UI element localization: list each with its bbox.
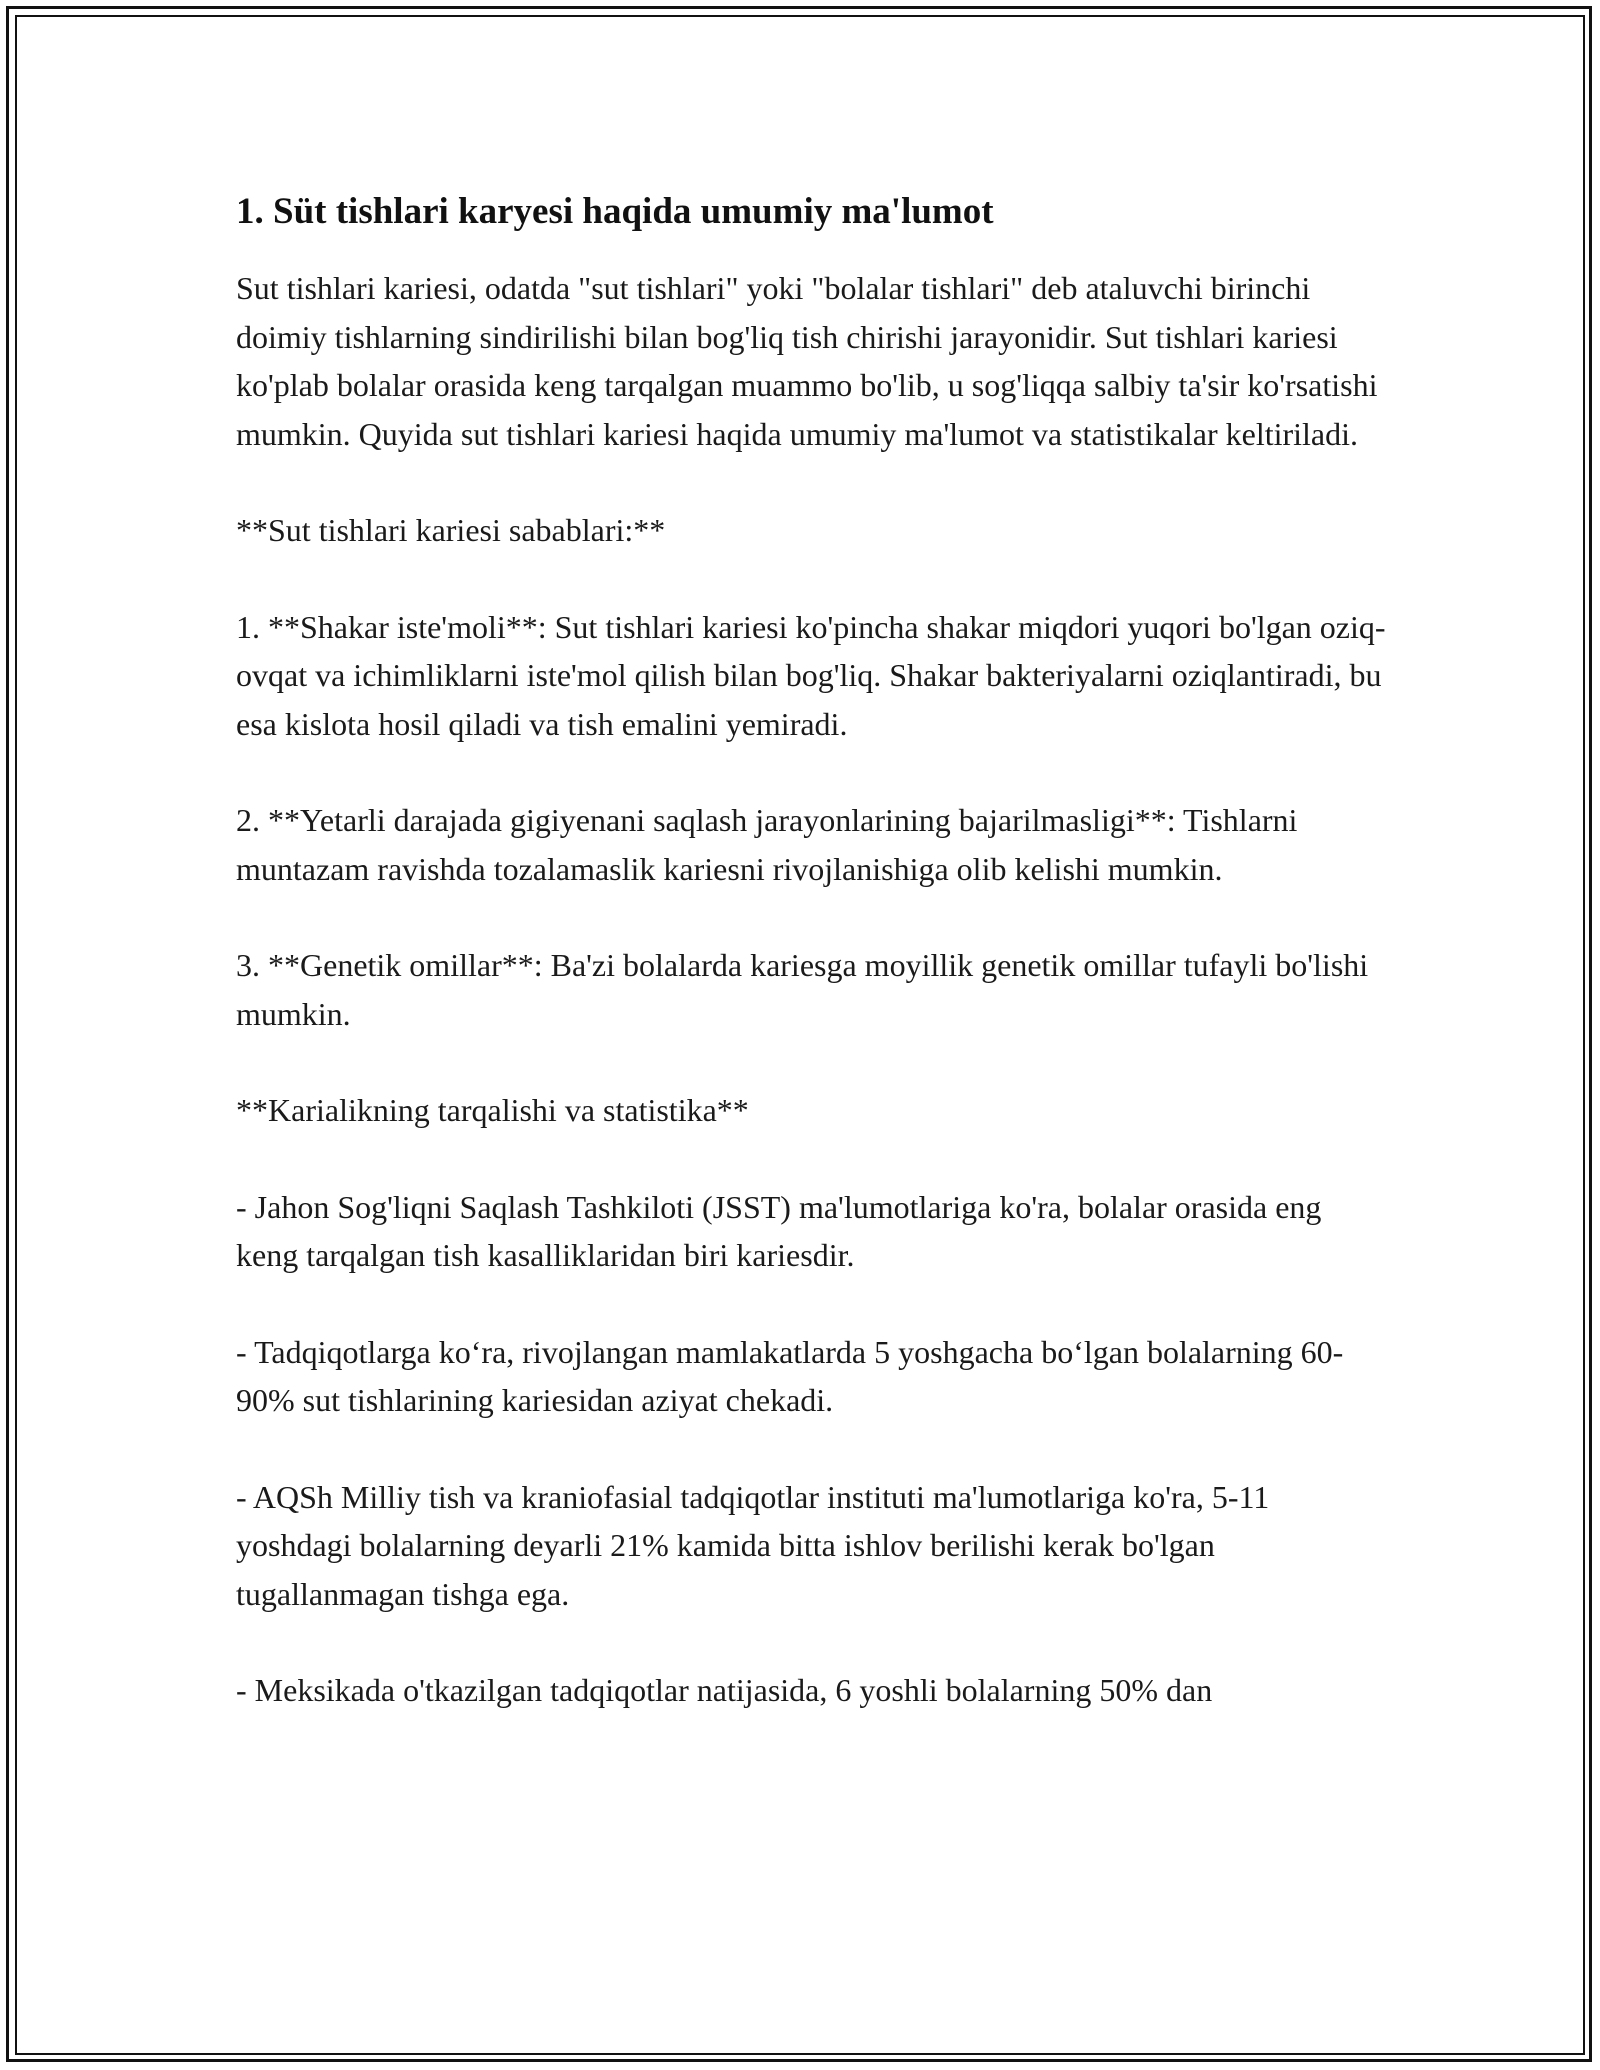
section-heading: 1. Süt tishlari karyesi haqida umumiy ma'lumot [236, 191, 994, 232]
stat-item-usa: - AQSh Milliy tish va kraniofasial tadqiqotlar instituti ma'lumotlariga ko'ra, 5-11 yoshdagi bolalarning deyarli 21% kamida bitta ishlov berilishi kerak bo'lgan tugallanmagan tishga ega. [236, 1478, 1270, 1612]
document-body [236, 188, 1386, 1763]
stat-item-developed-countries: - Tadqiqotlarga ko‘ra, rivojlangan mamlakatlarda 5 yoshgacha bo‘lgan bolalarning 60-90% sut tishlarining kariesidan aziyat chekadi. [236, 1333, 1344, 1418]
statistics-subheading: **Karialikning tarqalishi va statistika** [236, 1092, 749, 1128]
stat-item-who: - Jahon Sog'liqni Saqlash Tashkiloti (JSST) ma'lumotlariga ko'ra, bolalar orasida eng keng tarqalgan tish kasalliklaridan biri kariesdir. [236, 1188, 1322, 1273]
cause-item-genetics: 3. **Genetik omillar**: Ba'zi bolalarda kariesga moyillik genetik omillar tufayli bo'lishi mumkin. [236, 947, 1369, 1032]
cause-item-hygiene: 2. **Yetarli darajada gigiyenani saqlash jarayonlarining bajarilmasligi**: Tishlarni muntazam ravishda tozalamaslik kariesni rivojlanishiga olib kelishi mumkin. [236, 802, 1298, 887]
intro-paragraph: Sut tishlari kariesi, odatda "sut tishlari" yoki "bolalar tishlari" deb ataluvchi birinchi doimiy tishlarning sindirilishi bilan bog'liq tish chirishi jarayonidir. Sut tishlari kariesi ko'plab bolalar orasida keng tarqalgan muammo bo'lib, u sog'liqqa salbiy ta'sir ko'rsatishi mumkin. Quyida sut tishlari kariesi haqida umumiy ma'lumot va statistikalar keltiriladi. [236, 270, 1378, 452]
cause-item-sugar: 1. **Shakar iste'moli**: Sut tishlari kariesi ko'pincha shakar miqdori yuqori bo'lgan oziq-ovqat va ichimliklarni iste'mol qilish bilan bog'liq. Shakar bakteriyalarni oziqlantiradi, bu esa kislota hosil qiladi va tish emalini yemiradi. [236, 608, 1386, 742]
stat-item-mexico: - Meksikada o'tkazilgan tadqiqotlar natijasida, 6 yoshli bolalarning 50% dan [236, 1672, 1213, 1708]
causes-subheading: **Sut tishlari kariesi sabablari:** [236, 512, 666, 548]
